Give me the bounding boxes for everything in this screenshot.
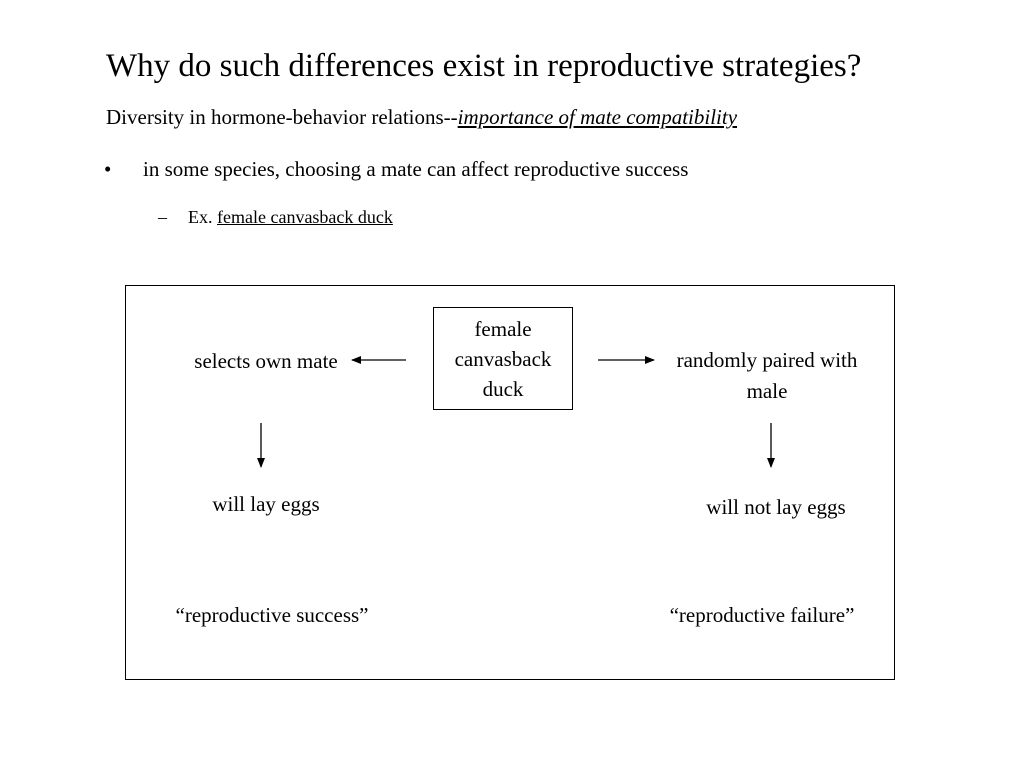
subtitle-emphasis: importance of mate compatibility [457,105,738,129]
sub-bullet-mark: – [158,207,167,227]
subtitle-prefix: Diversity in hormone-behavior relations-- [106,105,458,129]
bullet-mark: • [104,157,112,181]
center-node-box [433,307,573,410]
sub-bullet-text [188,206,393,228]
bullet-text: in some species, choosing a mate can affect reproductive success [143,157,689,181]
left-choice-node: selects own mate [194,349,338,373]
right-result-node: “reproductive failure” [669,603,855,627]
right-choice-node: randomly paired with male [676,348,858,403]
left-result-node: “reproductive success” [175,603,369,627]
slide-title: Why do such differences exist in reproductive strategies? [106,48,862,84]
sub-bullet-prefix: Ex. [188,207,217,227]
left-outcome-node: will lay eggs [212,492,320,516]
slide-subtitle [106,104,737,130]
center-node-label: female canvasback duck [454,316,552,401]
right-outcome-node: will not lay eggs [706,495,846,519]
example-link[interactable]: female canvasback duck [217,207,393,227]
